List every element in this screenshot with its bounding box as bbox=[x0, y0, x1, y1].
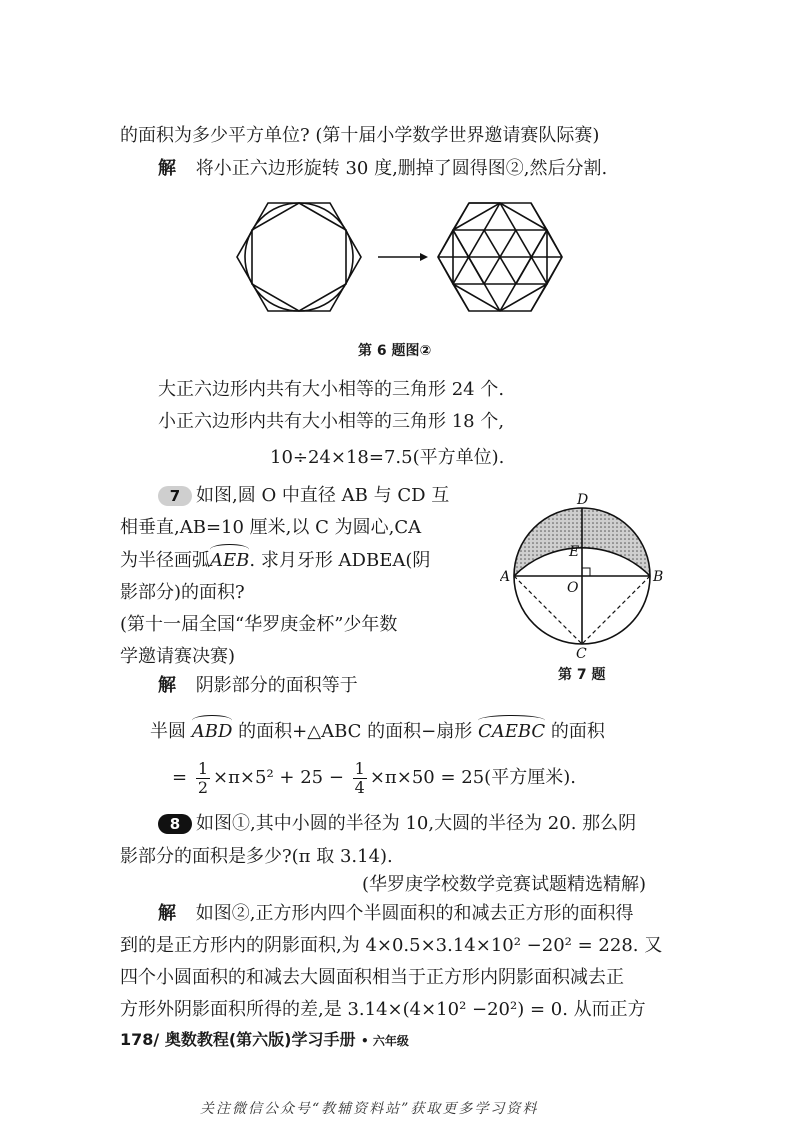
label-c: C bbox=[576, 646, 587, 660]
eq1-c: 的面积 bbox=[550, 721, 605, 742]
q7-text-1: 如图,圆 O 中直径 AB 与 CD 互 bbox=[196, 485, 450, 506]
solution-label-7: 解 bbox=[158, 675, 176, 696]
eq2-equals: = bbox=[172, 767, 188, 788]
book-title: 奥数教程(第六版)学习手册 bbox=[164, 1030, 356, 1049]
figure-6-hexagons bbox=[230, 192, 580, 322]
solution-label: 解 bbox=[158, 158, 176, 179]
q7-solution-line bbox=[158, 674, 358, 698]
q8-solution-text-1: 如图②,正方形内四个半圆面积的和减去正方形的面积得 bbox=[195, 903, 634, 924]
q7-equation-2 bbox=[172, 756, 576, 800]
q7-line-1 bbox=[158, 484, 449, 508]
q8-text-1: 如图①,其中小圆的半径为 10,大圆的半径为 20. 那么阴 bbox=[196, 813, 637, 834]
arc-caebc: CAEBC bbox=[477, 721, 546, 742]
q8-solution-2: 到的是正方形内的阴影面积,为 4×0.5×3.14×10² −20² = 228. 又 bbox=[120, 935, 663, 956]
q7-line-3 bbox=[120, 549, 430, 573]
page-footer bbox=[120, 1027, 409, 1050]
q7-solution-text: 阴影部分的面积等于 bbox=[195, 675, 358, 696]
label-o: O bbox=[567, 580, 579, 596]
eq1-b: 的面积+△ABC 的面积−扇形 bbox=[238, 721, 473, 742]
solution-6-text: 将小正六边形旋转 30 度,删掉了圆得图②,然后分割. bbox=[195, 158, 608, 179]
solution-6-line bbox=[158, 157, 607, 181]
figure-7-caption: 第 7 题 bbox=[558, 667, 606, 683]
q7-source-2: 学邀请赛决赛) bbox=[120, 646, 236, 667]
q8-solution-3: 四个小圆面积的和减去大圆面积相当于正方形内阴影面积减去正 bbox=[120, 967, 624, 988]
watermark-text: 关注微信公众号“教辅资料站”获取更多学习资料 bbox=[200, 1101, 539, 1117]
q7-source-1: (第十一届全国“华罗庚金杯”少年数 bbox=[120, 614, 398, 635]
equation-6: 10÷24×18=7.5(平方单位). bbox=[270, 447, 505, 468]
label-b: B bbox=[653, 569, 664, 585]
grade-label: • 六年级 bbox=[361, 1034, 409, 1048]
continued-question-line: 的面积为多少平方单位? (第十届小学数学世界邀请赛队际赛) bbox=[120, 125, 600, 146]
fraction-quarter: $\frac{1}{4}$ bbox=[354, 758, 365, 797]
q7-line-4: 影部分)的面积? bbox=[120, 582, 245, 603]
q8-line-2: 影部分的面积是多少?(π 取 3.14). bbox=[120, 846, 393, 867]
q8-source: (华罗庚学校数学竞赛试题精选精解) bbox=[362, 874, 647, 895]
q8-solution-4: 方形外阴影面积所得的差,是 3.14×(4×10² −20²) = 0. 从而正方 bbox=[120, 999, 646, 1020]
q7-equation-1 bbox=[150, 720, 605, 744]
label-d: D bbox=[577, 492, 589, 508]
text-big-hexagon: 大正六边形内共有大小相等的三角形 24 个. bbox=[158, 379, 505, 400]
q8-solution-1 bbox=[158, 902, 633, 926]
label-a: A bbox=[500, 569, 511, 585]
figure-6-caption: 第 6 题图② bbox=[358, 343, 432, 359]
q7-text-3a: 为半径画弧 bbox=[120, 550, 210, 571]
arc-aeb: AEB bbox=[210, 550, 250, 571]
fraction-half: $\frac{1}{2}$ bbox=[197, 758, 209, 797]
arc-abd: ABD bbox=[191, 721, 233, 742]
figure-7-circle bbox=[500, 490, 680, 660]
eq1-a: 半圆 bbox=[150, 721, 186, 742]
eq2-mid: ×π×5² + 25 − bbox=[213, 767, 344, 788]
solution-label-8: 解 bbox=[158, 903, 176, 924]
q8-badge: 8 bbox=[158, 814, 192, 834]
page-number: 178/ bbox=[120, 1030, 160, 1049]
q7-text-3b: . 求月牙形 ADBEA(阴 bbox=[249, 550, 431, 571]
text-small-hexagon: 小正六边形内共有大小相等的三角形 18 个, bbox=[158, 411, 505, 432]
eq2-end: ×π×50 = 25(平方厘米). bbox=[369, 767, 576, 788]
q8-line-1 bbox=[158, 812, 636, 836]
label-e: E bbox=[569, 544, 580, 560]
q7-badge: 7 bbox=[158, 486, 192, 506]
q7-line-2: 相垂直,AB=10 厘米,以 C 为圆心,CA bbox=[120, 517, 422, 538]
